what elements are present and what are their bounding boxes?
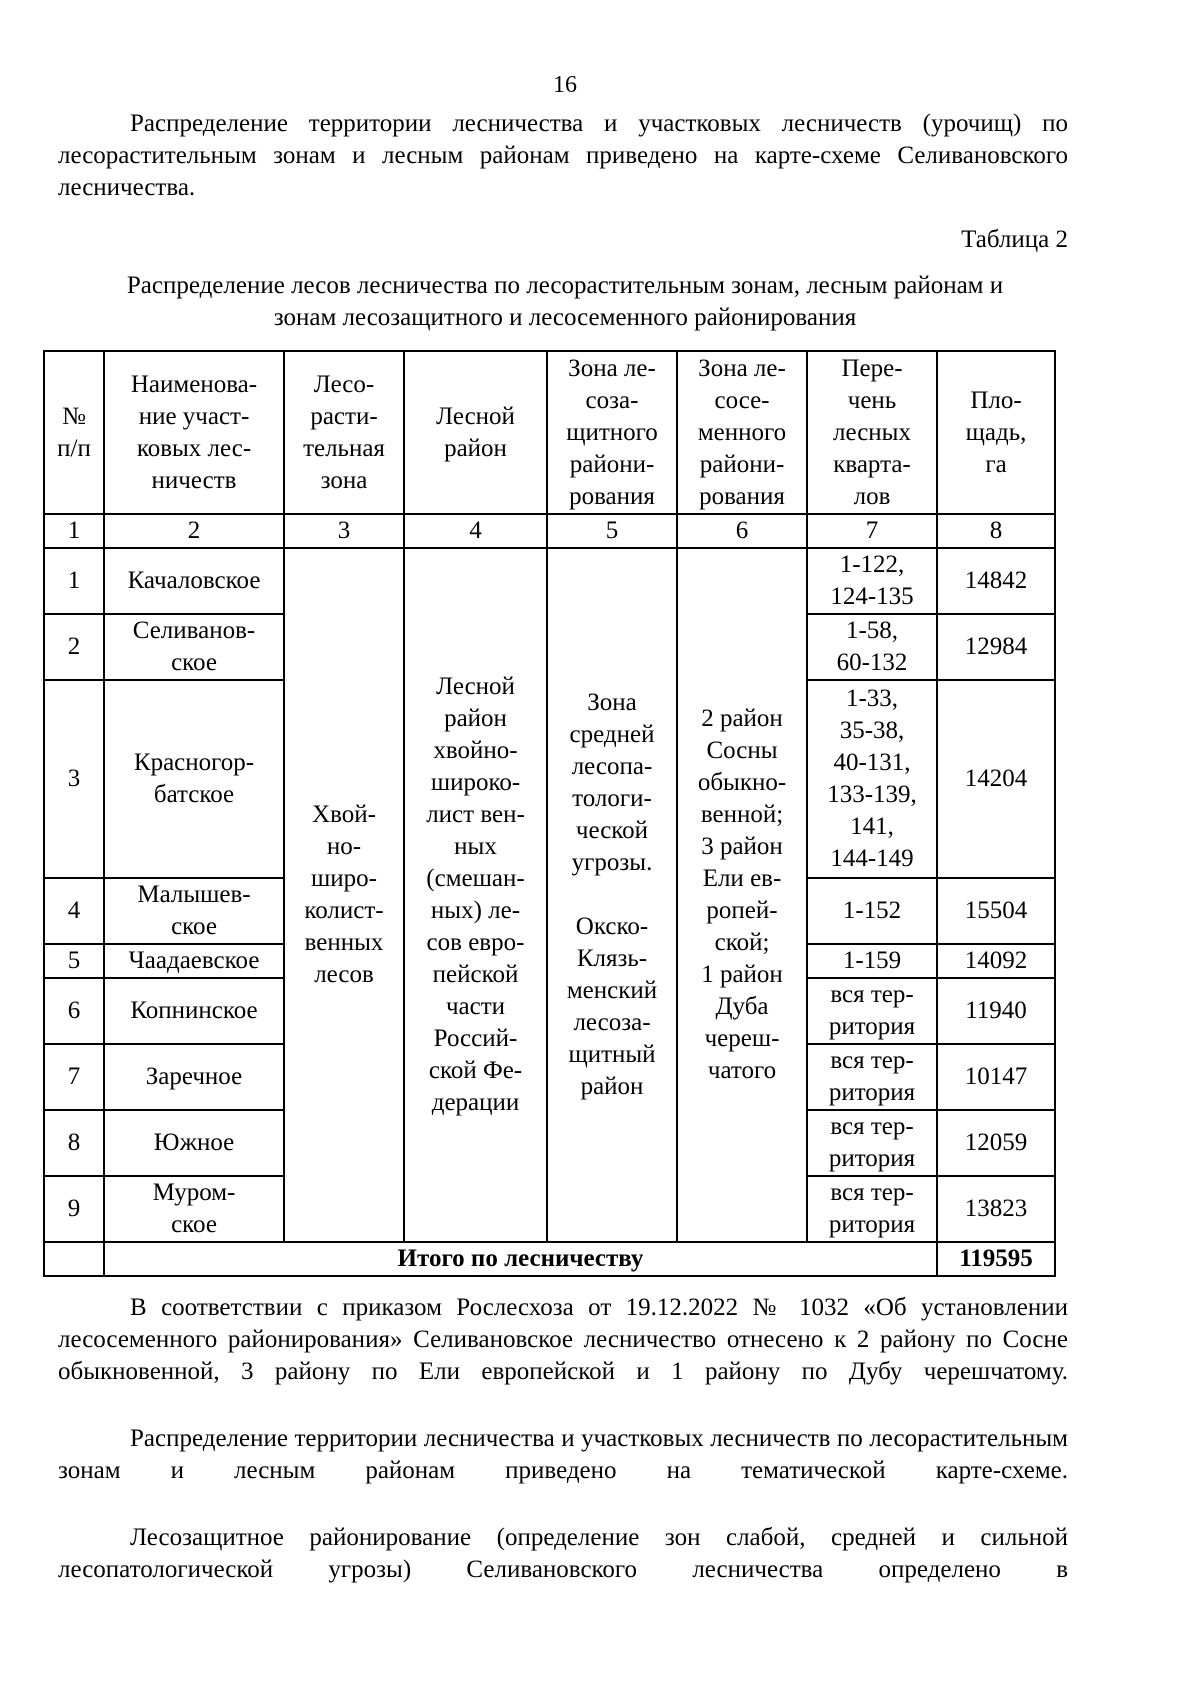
protection-zone-text: Клязь-: [576, 945, 648, 972]
protection-zone-text: ческой: [575, 817, 649, 844]
header-text: Пло-: [970, 386, 1022, 414]
quarters-text: вся тер-: [830, 1179, 914, 1206]
forest-district-text: Россий-: [433, 1025, 518, 1052]
column-number-cell: 6: [677, 514, 807, 548]
header-cell-8: [937, 351, 1055, 514]
paragraph-seed-order: В соответствии с приказом Рослесхоза от 19.12.2022 № 1032 «Об установлении лесосеменного районирования» Селивановское лесничество отнесено к 2 району по Сосне обыкновенной, 3 району по Ели европейской и 1 району по Дубу черешчатому.: [58, 1294, 1068, 1385]
total-empty-cell: [44, 1242, 104, 1276]
forestry-name-text: ское: [171, 1211, 217, 1238]
area-cell: 12059: [937, 1110, 1055, 1176]
forestry-name-text: ское: [171, 649, 217, 676]
forest-district-text: Лесной: [436, 673, 515, 700]
table-label: Таблица 2: [961, 226, 1068, 253]
quarters-text: вся тер-: [830, 1047, 914, 1074]
forestry-name-cell: [104, 978, 284, 1044]
forestry-name-cell: [104, 680, 284, 878]
seed-zone-text: Дуба: [715, 993, 769, 1020]
column-number-cell: 4: [404, 514, 547, 548]
protection-zone-text: Окско-: [575, 913, 649, 940]
forestry-name-text: Муром-: [152, 1179, 236, 1206]
header-text: Лесо-: [313, 370, 375, 398]
area-cell: 11940: [937, 978, 1055, 1044]
seed-zone-text: Сосны: [706, 737, 778, 764]
protection-zone-text: средней: [569, 721, 655, 748]
forestry-name-cell: [104, 1110, 284, 1176]
seed-zone-text: ропей-: [706, 897, 778, 924]
quarters-text: 1-33,: [845, 685, 899, 712]
header-cell-3: [284, 351, 404, 514]
table-title: [40, 270, 1090, 334]
seed-zone-text: ской;: [714, 929, 770, 956]
header-text: щадь,: [965, 418, 1027, 446]
quarters-text: 1-159: [842, 947, 902, 974]
column-number-cell: 1: [44, 514, 104, 548]
forest-distribution-table: [43, 350, 1056, 1277]
header-text: Наименова-: [130, 370, 258, 398]
total-row: [44, 1242, 1055, 1276]
row-number-cell: 3: [44, 680, 104, 878]
area-cell: 14842: [937, 548, 1055, 614]
protection-zone-text: менский: [566, 977, 658, 1004]
forestry-name-cell: [104, 548, 284, 614]
header-text: Зона ле-: [568, 354, 656, 382]
forest-district-text: ных: [454, 833, 497, 860]
row-number-cell: 8: [44, 1110, 104, 1176]
header-cell-2: [104, 351, 284, 514]
seed-zone-text: венной;: [700, 801, 784, 828]
quarters-text: 35-38,: [839, 717, 905, 744]
forest-district-text: лист вен-: [426, 801, 525, 828]
forestry-name-text: батское: [153, 781, 235, 808]
vegetation-zone-text: Хвой-: [312, 801, 376, 828]
quarters-text: 141,: [850, 813, 894, 840]
vegetation-zone-text: венных: [304, 929, 384, 956]
row-number-cell: 6: [44, 978, 104, 1044]
quarters-cell: [807, 944, 937, 978]
forest-district-text: части: [445, 993, 506, 1020]
header-text: чень: [847, 386, 897, 414]
forestry-name-text: Южное: [153, 1129, 235, 1156]
header-text: рования: [569, 482, 655, 510]
header-text: №: [62, 402, 86, 430]
quarters-cell: [807, 680, 937, 878]
paragraph-distribution: Распределение территории лесничества и участковых лесничеств по лесорастительным зонам и лесным районам приведено на тематической карте-схеме.: [58, 1425, 1068, 1484]
forest-district-text: дерации: [431, 1089, 520, 1116]
header-text: лесных: [833, 418, 911, 446]
header-text: лов: [853, 482, 891, 510]
protection-zone-text: район: [580, 1073, 644, 1100]
header-text: кварта-: [833, 450, 911, 478]
protection-zone-text: угрозы.: [571, 849, 653, 876]
forestry-name-cell: [104, 1176, 284, 1242]
quarters-cell: [807, 1110, 937, 1176]
table-title-line-2: зонам лесозащитного и лесосеменного районирования: [273, 304, 857, 331]
area-cell: 10147: [937, 1044, 1055, 1110]
forest-district-text: хвойно-: [433, 737, 518, 764]
quarters-text: вся тер-: [830, 981, 914, 1008]
table-row: [44, 548, 1055, 614]
quarters-text: 60-132: [836, 649, 908, 676]
paragraph-protection: Лесозащитное районирование (определение зон слабой, средней и сильной лесопатологической угрозы) Селивановского лесничества определено в: [58, 1524, 1068, 1583]
protection-zone-text: лесоза-: [573, 1009, 651, 1036]
forestry-name-text: Селиванов-: [132, 617, 256, 644]
vegetation-zone-cell: [284, 548, 404, 1242]
seed-zone-text: Ели ев-: [702, 865, 782, 892]
vegetation-zone-text: широ-: [311, 865, 377, 892]
forest-district-cell: [404, 548, 547, 1242]
forest-district-text: пейской: [432, 961, 519, 988]
forest-district-text: сов евро-: [426, 929, 525, 956]
quarters-text: ритория: [828, 1079, 916, 1106]
forest-district-text: ных) ле-: [430, 897, 521, 924]
header-text: ковых лес-: [136, 434, 252, 462]
area-cell: 13823: [937, 1176, 1055, 1242]
table-body: [44, 351, 1055, 1276]
seed-zone-text: 2 район: [701, 705, 783, 732]
vegetation-zone-text: лесов: [314, 961, 374, 988]
forestry-name-text: Малышев-: [137, 881, 251, 908]
protection-zone-text: щитный: [568, 1041, 656, 1068]
column-number-cell: 8: [937, 514, 1055, 548]
quarters-cell: [807, 614, 937, 680]
forestry-name-cell: [104, 1044, 284, 1110]
header-text: Зона ле-: [698, 354, 786, 382]
seed-zone-text: 3 район: [701, 833, 783, 860]
column-number-cell: 2: [104, 514, 284, 548]
column-number-cell: 5: [547, 514, 677, 548]
table-title-line-1: Распределение лесов лесничества по лесорастительным зонам, лесным районам и: [126, 272, 1004, 299]
column-number-cell: 7: [807, 514, 937, 548]
header-text: расти-: [310, 402, 378, 430]
header-cell-5: [547, 351, 677, 514]
header-text: п/п: [57, 434, 91, 462]
intro-paragraph: Распределение территории лесничества и участковых лесничеств (урочищ) по лесорастительным зонам и лесным районам приведено на карте-схеме Селивановского лесничества.: [58, 110, 1068, 201]
quarters-text: вся тер-: [830, 1113, 914, 1140]
header-text: зона: [320, 466, 368, 494]
forestry-name-text: Качаловское: [127, 567, 261, 594]
quarters-text: 1-122,: [839, 551, 905, 578]
quarters-text: ритория: [828, 1211, 916, 1238]
column-number-row: [44, 514, 1055, 548]
forestry-name-text: Красногор-: [133, 749, 255, 776]
header-text: тельная: [303, 434, 385, 462]
quarters-text: ритория: [828, 1013, 916, 1040]
forestry-name-cell: [104, 878, 284, 944]
seed-zone-text: обыкно-: [697, 769, 787, 796]
area-cell: 14092: [937, 944, 1055, 978]
row-number-cell: 1: [44, 548, 104, 614]
header-text: ничеств: [151, 466, 237, 494]
header-text: менного: [697, 418, 787, 446]
total-label-cell: Итого по лесничеству: [104, 1242, 937, 1276]
quarters-text: 40-131,: [833, 749, 911, 776]
forest-district-text: ской Фе-: [428, 1057, 523, 1084]
header-text: Лесной: [436, 402, 515, 430]
header-text: щитного: [566, 418, 658, 446]
row-number-cell: 7: [44, 1044, 104, 1110]
header-cell-4: [404, 351, 547, 514]
row-number-cell: 5: [44, 944, 104, 978]
forestry-name-text: Заречное: [145, 1063, 243, 1090]
seed-zone-text: череш-: [704, 1025, 780, 1052]
header-text: сосе-: [714, 386, 770, 414]
quarters-text: 1-152: [842, 897, 902, 924]
seed-zone-text: чатого: [707, 1057, 777, 1084]
protection-zone-text: тологи-: [572, 785, 652, 812]
quarters-text: 1-58,: [845, 617, 899, 644]
quarters-cell: [807, 1044, 937, 1110]
vegetation-zone-text: колист-: [304, 897, 384, 924]
protection-zone-cell: [547, 548, 677, 1242]
total-value-cell: 119595: [937, 1242, 1055, 1276]
header-text: район: [444, 434, 507, 462]
header-text: райони-: [699, 450, 785, 478]
header-cell-7: [807, 351, 937, 514]
row-number-cell: 4: [44, 878, 104, 944]
quarters-text: 144-149: [830, 845, 914, 872]
seed-zone-cell: [677, 548, 807, 1242]
header-cell-6: [677, 351, 807, 514]
seed-zone-text: 1 район: [701, 961, 783, 988]
header-text: райони-: [569, 450, 655, 478]
quarters-cell: [807, 1176, 937, 1242]
header-cell-1: [44, 351, 104, 514]
header-text: га: [985, 450, 1007, 478]
header-row: [44, 351, 1055, 514]
vegetation-zone-text: но-: [326, 833, 362, 860]
row-number-cell: 2: [44, 614, 104, 680]
quarters-text: ритория: [828, 1145, 916, 1172]
forestry-name-text: Копнинское: [130, 997, 258, 1024]
protection-zone-text: лесопа-: [571, 753, 653, 780]
protection-zone-text: Зона: [587, 689, 637, 716]
quarters-cell: [807, 548, 937, 614]
area-cell: 12984: [937, 614, 1055, 680]
forestry-name-cell: [104, 614, 284, 680]
forest-district-text: (смешан-: [426, 865, 525, 892]
quarters-cell: [807, 978, 937, 1044]
header-text: ние участ-: [138, 402, 250, 430]
forestry-name-text: ское: [171, 913, 217, 940]
page-number: 16: [553, 72, 577, 98]
forestry-name-cell: [104, 944, 284, 978]
area-cell: 15504: [937, 878, 1055, 944]
forest-district-text: район: [444, 705, 507, 732]
row-number-cell: 9: [44, 1176, 104, 1242]
quarters-cell: [807, 878, 937, 944]
forestry-name-text: Чаадаевское: [128, 947, 260, 974]
protection-zone-text: [550, 879, 674, 911]
column-number-cell: 3: [284, 514, 404, 548]
header-text: рования: [699, 482, 785, 510]
header-text: соза-: [585, 386, 639, 414]
quarters-text: 133-139,: [827, 781, 917, 808]
forest-district-text: широко-: [430, 769, 521, 796]
header-text: Пере-: [841, 354, 903, 382]
area-cell: 14204: [937, 680, 1055, 878]
quarters-text: 124-135: [830, 583, 914, 610]
